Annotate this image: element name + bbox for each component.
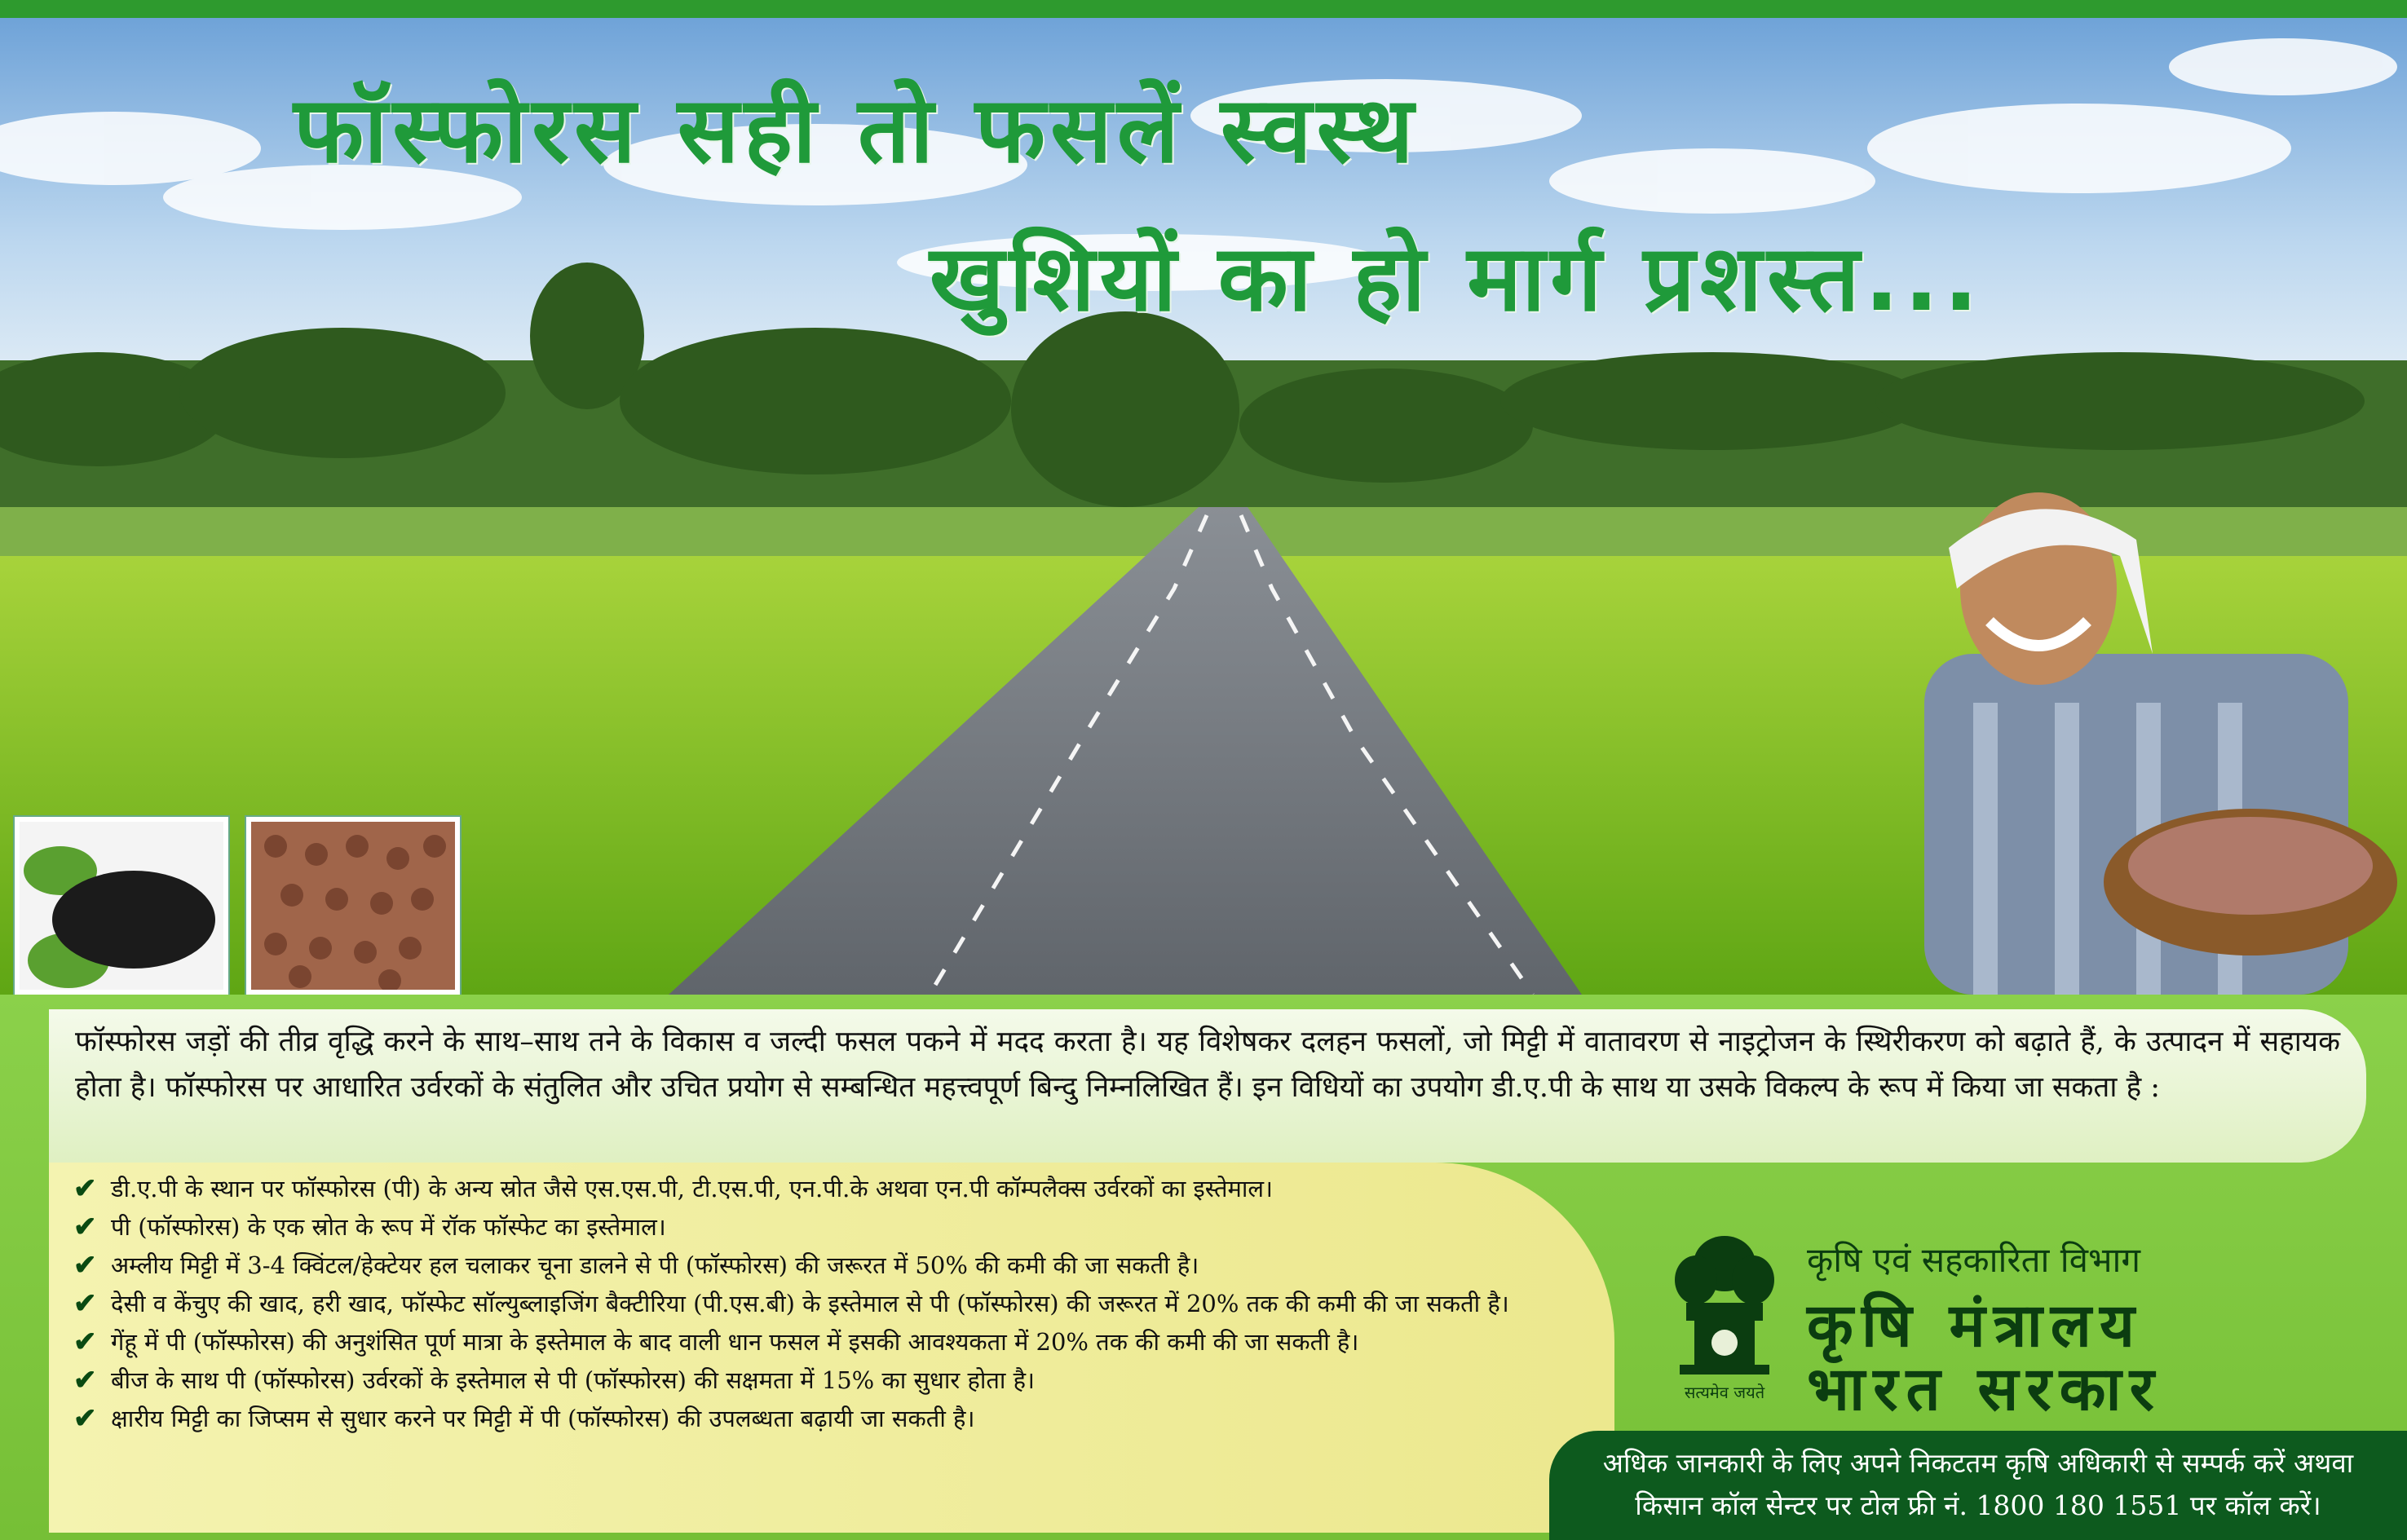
- contact-line-1: अधिक जानकारी के लिए अपने निकटतम कृषि अधिकारी से सम्पर्क करें अथवा: [1602, 1447, 2354, 1479]
- top-green-bar: [0, 0, 2407, 18]
- fertilizer-thumbnail-black: [15, 817, 228, 995]
- headline-line-2: खुशियों का हो मार्ग प्रशस्त...: [930, 226, 1984, 332]
- check-icon: ✔: [73, 1249, 97, 1282]
- check-icon: ✔: [73, 1287, 97, 1320]
- list-item: [73, 1251, 1590, 1281]
- list-item: [73, 1212, 1590, 1242]
- list-item: [73, 1366, 1590, 1396]
- intro-paragraph: फॉस्फोरस जड़ों की तीव्र वृद्धि करने के साथ–साथ तने के विकास व जल्दी फसल पकने में मदद करता है। यह विशेषकर दलहन फसलों, जो मिट्टी में वातावरण से नाइट्रोजन के स्थिरीकरण को बढ़ाते हैं, के उत्पादन में सहायक होता है। फॉस्फोरस पर आधारित उर्वरकों के संतुलित और उचित प्रयोग से सम्बन्धित महत्त्वपूर्ण बिन्दु निम्नलिखित हैं। इन विधियों का उपयोग डी.ए.पी के साथ या उसके विकल्प के रूप में किया जा सकता है :: [49, 1009, 2366, 1163]
- contact-banner: [1549, 1431, 2407, 1540]
- check-icon: ✔: [73, 1364, 97, 1397]
- hero-landscape: [0, 18, 2407, 995]
- point-text: डी.ए.पी के स्थान पर फॉस्फोरस (पी) के अन्य स्रोत जैसे एस.एस.पी, टी.एस.पी, एन.पी.के अथवा एन.पी कॉम्पलैक्स उर्वरकों का इस्तेमाल।: [111, 1175, 1274, 1202]
- list-item: [73, 1174, 1590, 1204]
- ministry-block: [1663, 1231, 2381, 1424]
- point-text: अम्लीय मिट्टी में 3-4 क्विंटल/हेक्टेयर हल चलाकर चूना डालने से पी (फॉस्फोरस) की जरूरत में 50% की कमी की जा सकती है।: [111, 1251, 1199, 1279]
- department-name: कृषि एवं सहकारिता विभाग: [1807, 1240, 2141, 1280]
- list-item: [73, 1404, 1590, 1434]
- point-text: क्षारीय मिट्टी का जिप्सम से सुधार करने पर मिट्टी में पी (फॉस्फोरस) की उपलब्धता बढ़ायी जा सकती है।: [111, 1405, 975, 1432]
- fertilizer-thumbnail-brown: [246, 817, 460, 995]
- check-icon: ✔: [73, 1402, 97, 1435]
- check-icon: ✔: [73, 1211, 97, 1243]
- info-section: [0, 995, 2407, 1540]
- point-text: बीज के साथ पी (फॉस्फोरस) उर्वरकों के इस्तेमाल से पी (फॉस्फोरस) की सक्षमता में 15% का सुधार होता है।: [111, 1366, 1036, 1394]
- contact-line-2: किसान कॉल सेन्टर पर टोल फ्री नं. 1800 180 1551 पर कॉल करें।: [1635, 1489, 2321, 1521]
- national-emblem-icon: [1663, 1231, 1786, 1394]
- government-name: भारत सरकार: [1807, 1354, 2162, 1424]
- check-icon: ✔: [73, 1172, 97, 1205]
- list-item: [73, 1327, 1590, 1357]
- emblem-motto: सत्यमेव जयते: [1684, 1383, 1765, 1402]
- list-item: [73, 1289, 1590, 1319]
- points-list: [49, 1163, 1614, 1533]
- point-text: देसी व केंचुए की खाद, हरी खाद, फॉस्फेट सॉल्युब्लाइजिंग बैक्टीरिया (पी.एस.बी) के इस्तेमाल से पी (फॉस्फोरस) की जरूरत में 20% तक की कमी की जा सकती है।: [111, 1290, 1509, 1317]
- point-text: गेंहू में पी (फॉस्फोरस) की अनुशंसित पूर्ण मात्रा के इस्तेमाल के बाद वाली धान फसल में इसकी आवश्यकता में 20% तक की कमी की जा सकती है।: [111, 1328, 1359, 1356]
- point-text: पी (फॉस्फोरस) के एक स्रोत के रूप में रॉक फॉस्फेट का इस्तेमाल।: [111, 1213, 666, 1241]
- ministry-name: कृषि मंत्रालय: [1807, 1291, 2143, 1361]
- check-icon: ✔: [73, 1326, 97, 1358]
- headline-line-1: फॉस्फोरस सही तो फसलें स्वस्थ: [294, 77, 1419, 183]
